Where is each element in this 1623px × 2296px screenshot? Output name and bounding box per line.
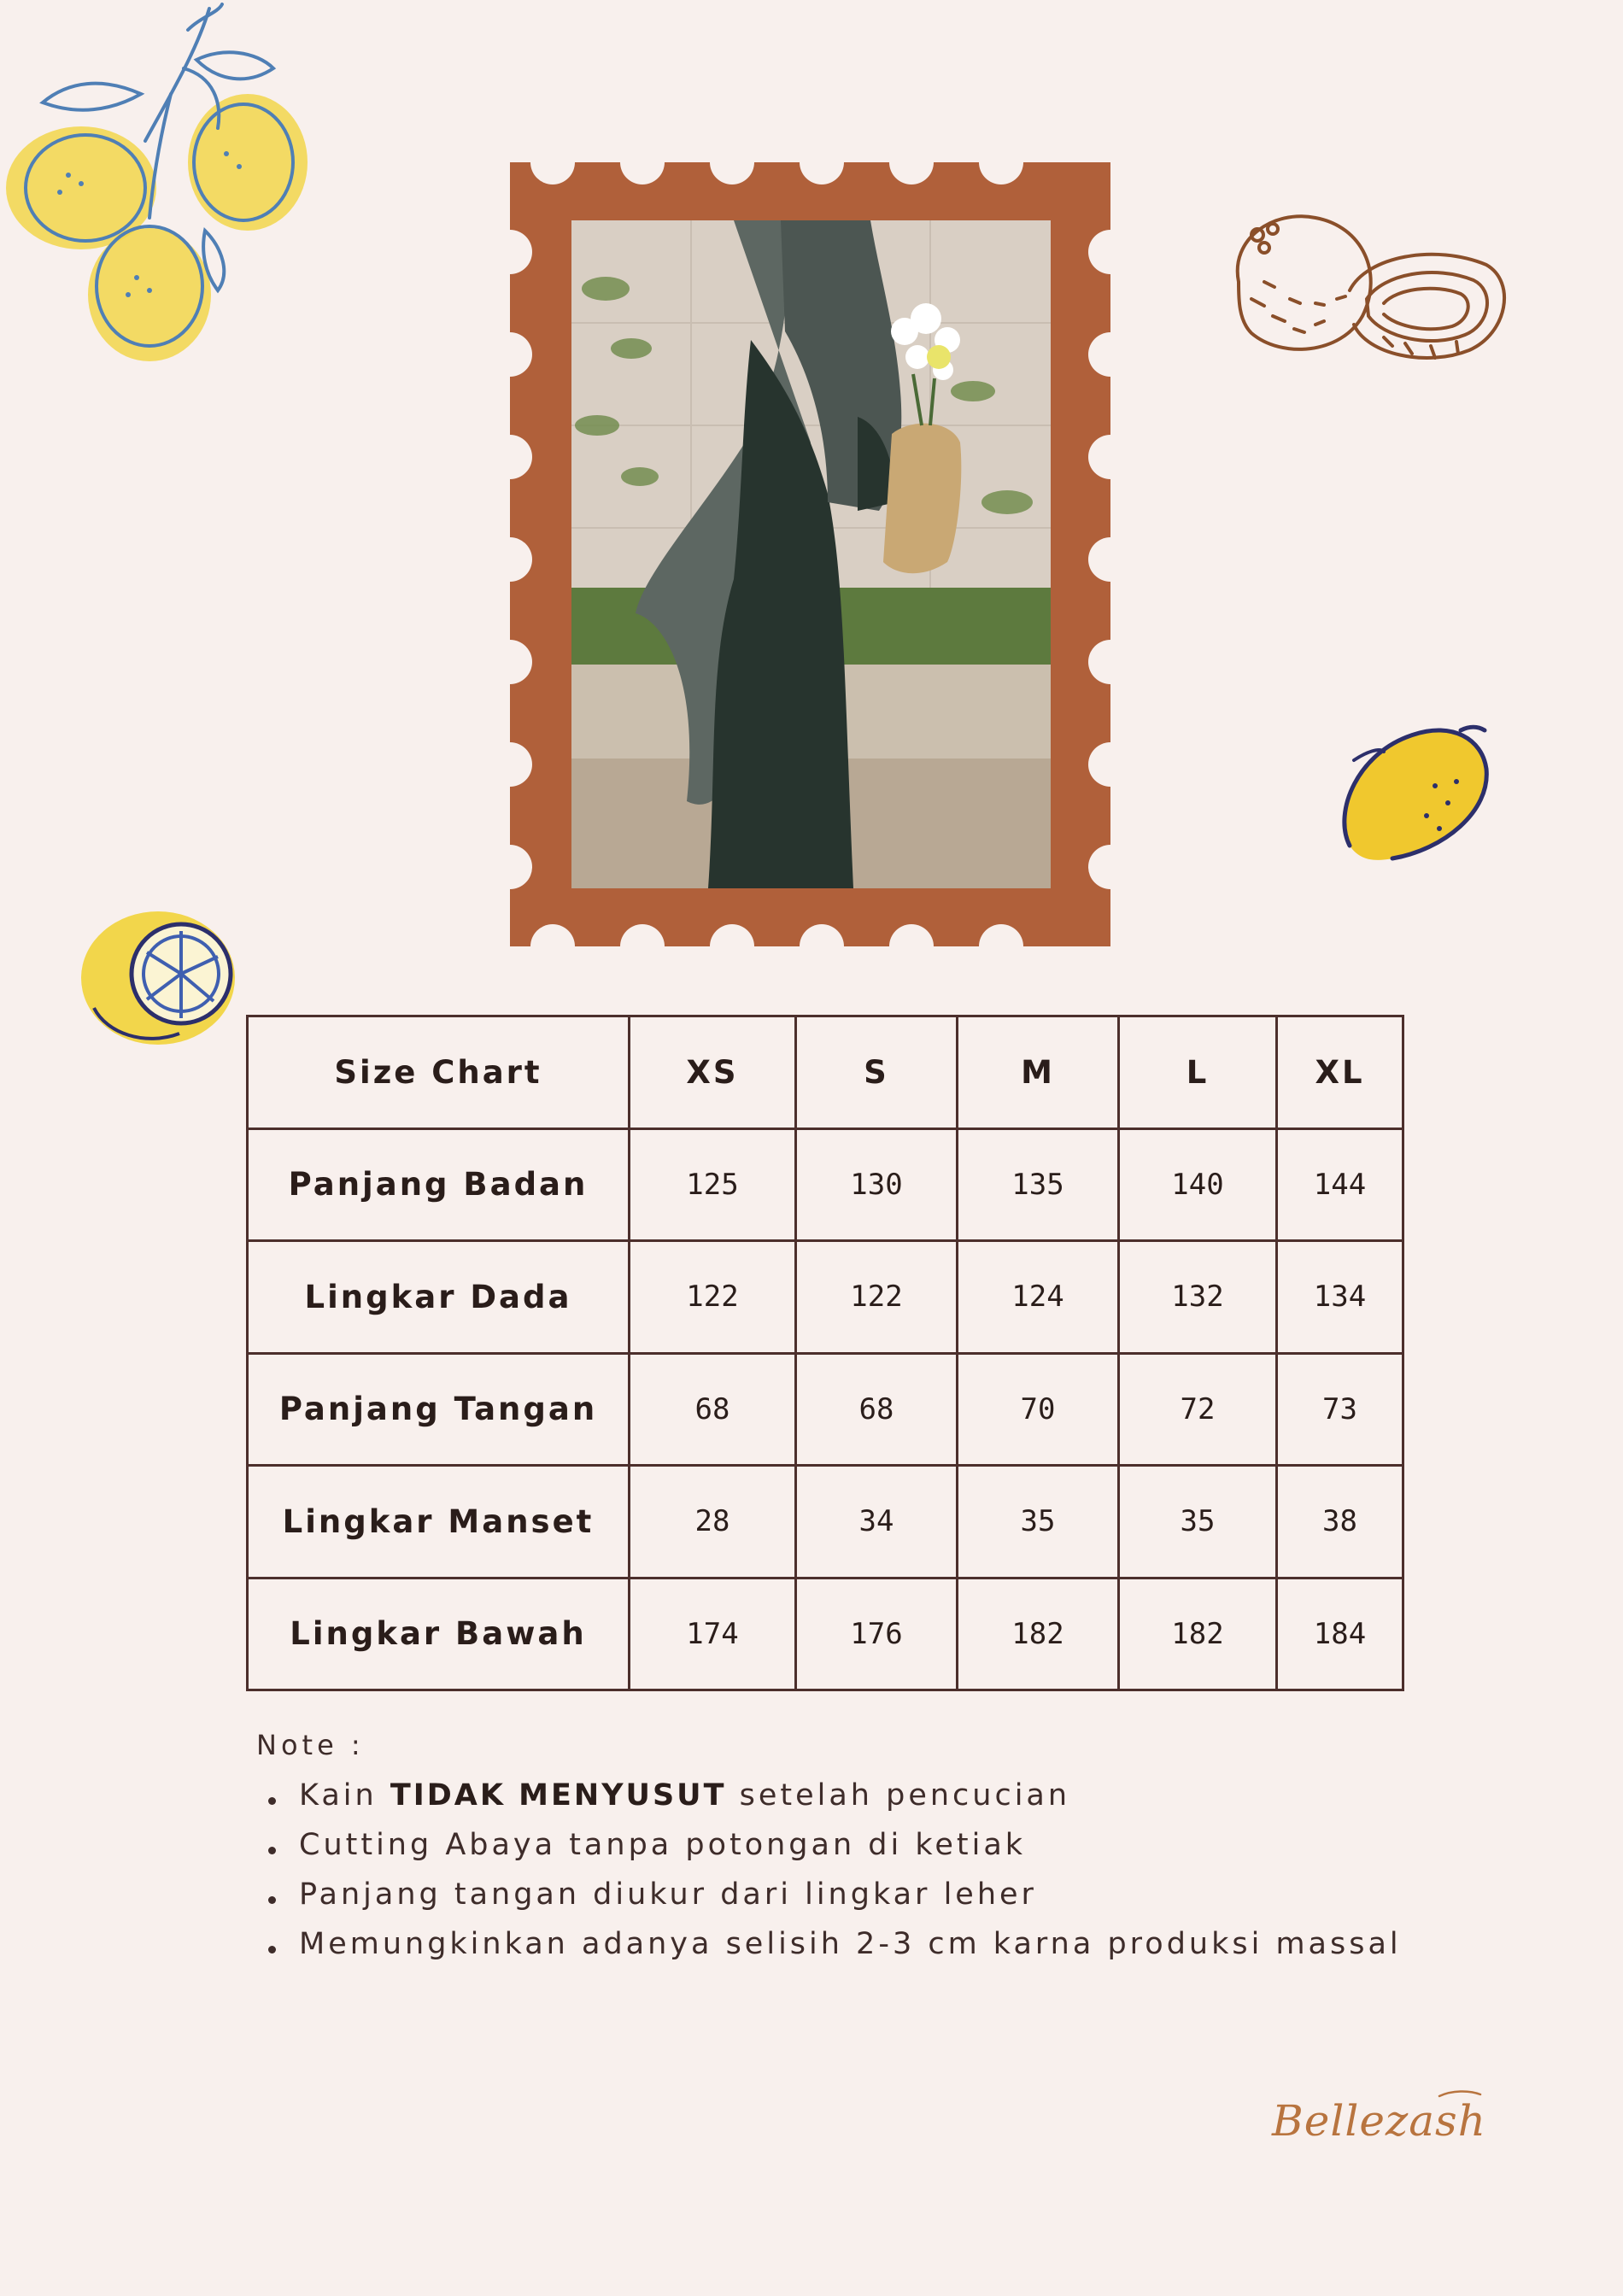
table-cell: 28 [630, 1466, 796, 1578]
lemon-slice-icon [77, 905, 239, 1051]
bullet-icon [268, 1896, 276, 1904]
note-item [267, 1778, 1402, 1828]
table-row [248, 1353, 1403, 1466]
row-label: Lingkar Manset [248, 1466, 630, 1578]
row-label: Panjang Tangan [248, 1353, 630, 1466]
table-cell: 35 [1119, 1466, 1277, 1578]
size-chart-table [246, 1015, 1404, 1691]
lemon-icon [1333, 718, 1495, 871]
note-emphasis: TIDAK MENYUSUT [390, 1778, 727, 1813]
table-cell: 70 [958, 1353, 1119, 1466]
row-label: Lingkar Bawah [248, 1578, 630, 1690]
table-cell: 176 [796, 1578, 958, 1690]
header-cell-l: L [1119, 1016, 1277, 1129]
table-cell: 72 [1119, 1353, 1277, 1466]
table-cell: 35 [958, 1466, 1119, 1578]
table-cell: 38 [1277, 1466, 1403, 1578]
coconut-icon [1213, 205, 1520, 376]
header-cell-xl: XL [1277, 1016, 1403, 1129]
row-label: Lingkar Dada [248, 1241, 630, 1354]
header-cell-xs: XS [630, 1016, 796, 1129]
table-header-row [248, 1016, 1403, 1129]
note-text: Kain [299, 1778, 390, 1813]
table-cell: 144 [1277, 1128, 1403, 1241]
svg-text:Bellezash: Bellezash [1272, 2096, 1486, 2146]
row-label: Panjang Badan [248, 1128, 630, 1241]
note-title: Note : [256, 1729, 365, 1761]
table-cell: 68 [630, 1353, 796, 1466]
table-cell: 134 [1277, 1241, 1403, 1354]
header-cell-s: S [796, 1016, 958, 1129]
table-cell: 122 [630, 1241, 796, 1354]
table-cell: 132 [1119, 1241, 1277, 1354]
table-cell: 182 [958, 1578, 1119, 1690]
table-row [248, 1466, 1403, 1578]
bullet-icon [268, 1847, 276, 1854]
note-text: Panjang tangan diukur dari lingkar leher [299, 1877, 1037, 1912]
table-row [248, 1241, 1403, 1354]
table-cell: 184 [1277, 1578, 1403, 1690]
table-cell: 124 [958, 1241, 1119, 1354]
note-text: setelah pencucian [726, 1778, 1071, 1813]
bullet-icon [268, 1797, 276, 1805]
lemon-branch-icon [0, 0, 325, 376]
brand-logo [1269, 2086, 1491, 2154]
product-photo [571, 220, 1051, 888]
note-item [267, 1877, 1402, 1927]
table-row [248, 1578, 1403, 1690]
table-cell: 73 [1277, 1353, 1403, 1466]
note-item [267, 1828, 1402, 1877]
notes-list [267, 1778, 1402, 1977]
table-cell: 130 [796, 1128, 958, 1241]
note-item [267, 1927, 1402, 1977]
table-row [248, 1128, 1403, 1241]
table-cell: 182 [1119, 1578, 1277, 1690]
table-cell: 122 [796, 1241, 958, 1354]
note-text: Memungkinkan adanya selisih 2-3 cm karna produksi massal [299, 1927, 1402, 1961]
table-cell: 68 [796, 1353, 958, 1466]
header-cell-size-chart: Size Chart [248, 1016, 630, 1129]
bullet-icon [268, 1946, 276, 1953]
table-cell: 34 [796, 1466, 958, 1578]
table-cell: 174 [630, 1578, 796, 1690]
table-cell: 125 [630, 1128, 796, 1241]
header-cell-m: M [958, 1016, 1119, 1129]
table-cell: 135 [958, 1128, 1119, 1241]
table-cell: 140 [1119, 1128, 1277, 1241]
note-text: Cutting Abaya tanpa potongan di ketiak [299, 1828, 1027, 1862]
